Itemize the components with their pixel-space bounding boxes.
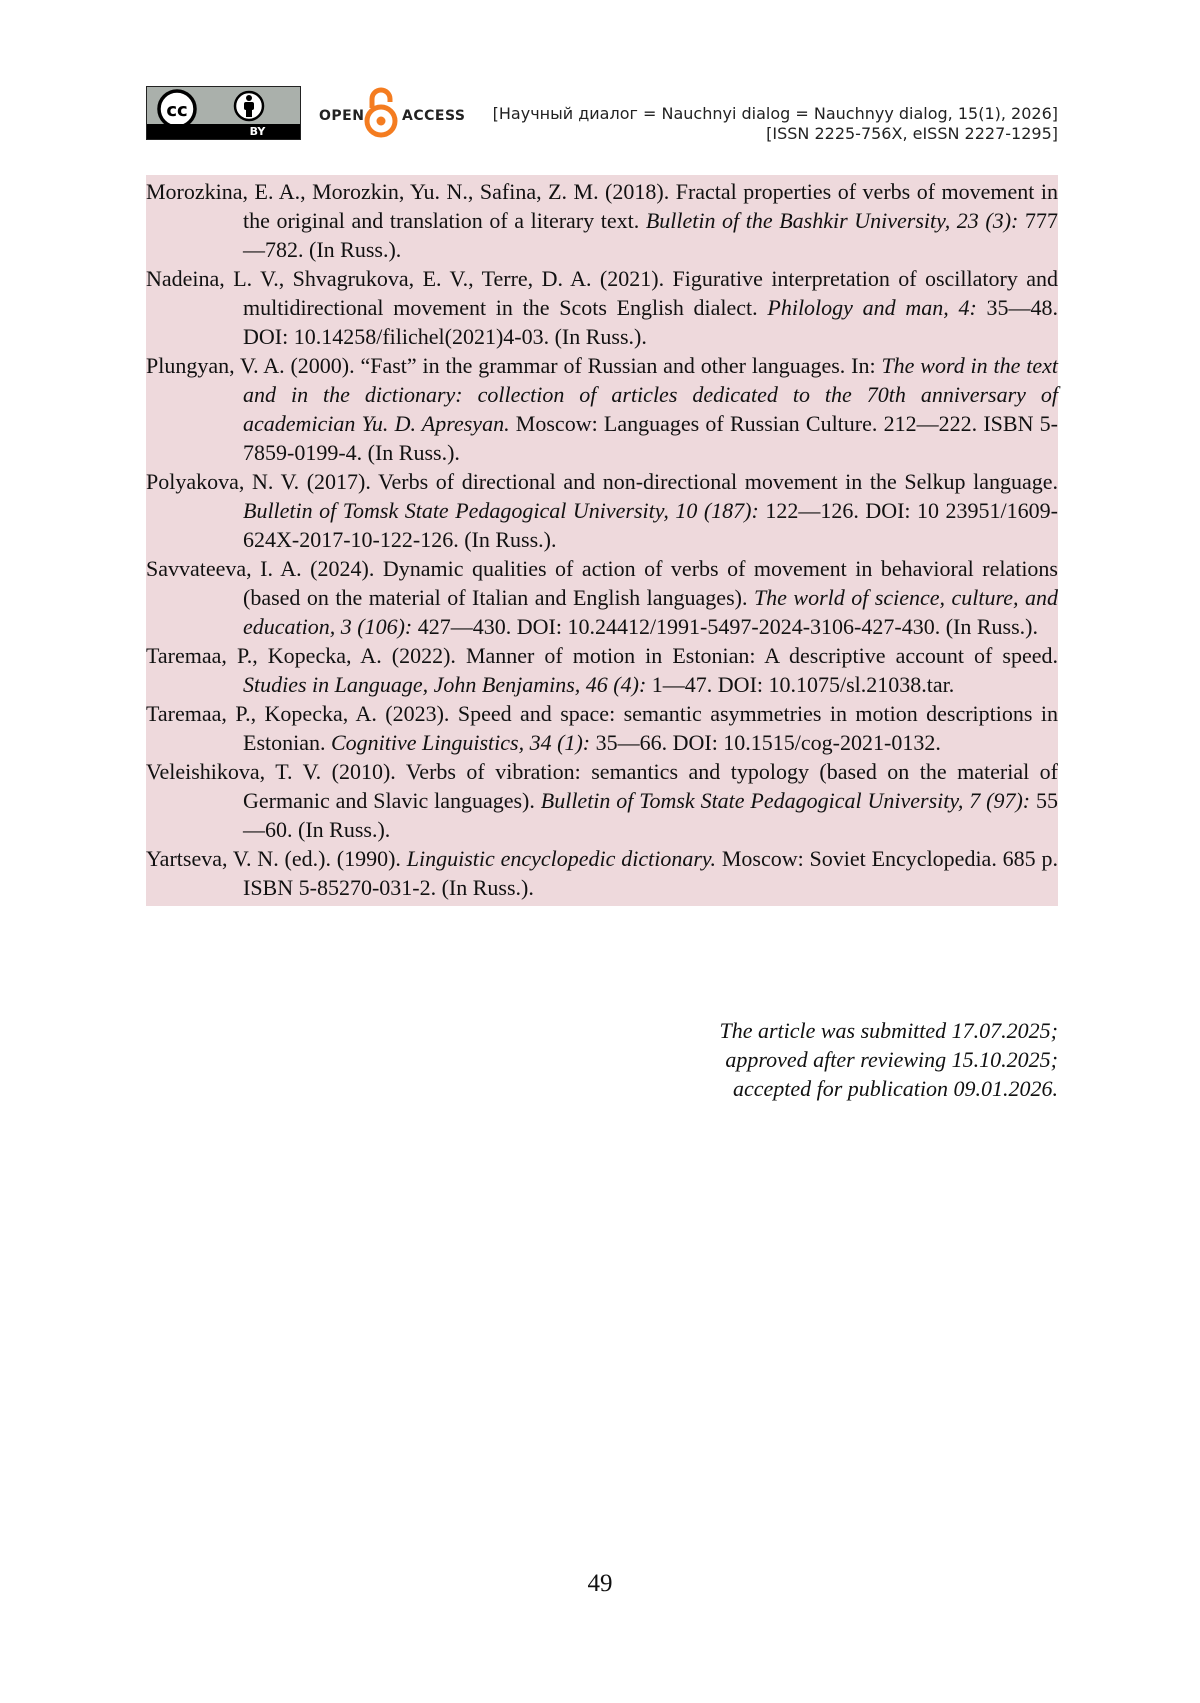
svg-text:cc: cc — [166, 100, 188, 121]
license-by-label: BY — [249, 125, 266, 138]
reference-item: Morozkina, E. A., Morozkin, Yu. N., Safina, Z. M. (2018). Fractal properties of verbs of movement in the original and translation of a literary text. Bulletin of the Bashkir University, 23 (3): 777—782. (In Russ.). — [146, 179, 1058, 262]
article-dates — [719, 1016, 1058, 1103]
reference-item: Savvateeva, I. A. (2024). Dynamic qualities of action of verbs of movement in behavioral relations (based on the material of Italian and English languages). The world of science, culture, and education, 3 (106): 427—430. DOI: 10.24412/1991-5497-2024-3106-427-430. (In Russ.). — [146, 556, 1058, 639]
attribution-person-icon — [229, 89, 269, 129]
reference-item: Polyakova, N. V. (2017). Verbs of directional and non-directional movement in the Selkup language. Bulletin of Tomsk State Pedagogical University, 10 (187): 122—126. DOI: 10 23951/1609-624X-2017-10-122-126. (In Russ.). — [146, 469, 1058, 552]
reference-item: Nadeina, L. V., Shvagrukova, E. V., Terre, D. A. (2021). Figurative interpretation of oscillatory and multidirectional movement in the Scots English dialect. Philology and man, 4: 35—48. DOI: 10.14258/filichel(2021)4-03. (In Russ.). — [146, 266, 1058, 349]
journal-citation: [Научный диалог = Nauchnyi dialog = Nauchnyy dialog, 15(1), 2026] — [492, 104, 1058, 123]
cc-by-license-badge[interactable] — [146, 86, 301, 140]
approved-date: approved after reviewing 15.10.2025; — [725, 1047, 1058, 1072]
reference-item: Taremaa, P., Kopecka, A. (2023). Speed and space: semantic asymmetries in motion descriptions in Estonian. Cognitive Linguistics, 34 (1): 35—66. DOI: 10.1515/cog-2021-0132. — [146, 701, 1058, 755]
reference-list — [146, 175, 1058, 906]
submitted-date: The article was submitted 17.07.2025; — [719, 1018, 1058, 1043]
issn-line: [ISSN 2225-756X, eISSN 2227-1295] — [766, 124, 1058, 143]
reference-item: Plungyan, V. A. (2000). “Fast” in the grammar of Russian and other languages. In: The word in the text and in the dictionary: collection of articles dedicated to the 70th anniversary of academician Yu. D. Apresyan. Moscow: Languages of Russian Culture. 212—222. ISBN 5-7859-0199-4. (In Russ.). — [146, 353, 1059, 465]
open-label: OPEN — [319, 108, 365, 124]
page-number: 49 — [587, 1570, 613, 1597]
accepted-date: accepted for publication 09.01.2026. — [732, 1076, 1058, 1101]
reference-item: Veleishikova, T. V. (2010). Verbs of vibration: semantics and typology (based on the material of Germanic and Slavic languages). Bulletin of Tomsk State Pedagogical University, 7 (97): 55—60. (In Russ.). — [146, 759, 1059, 842]
open-access-lock-icon — [364, 86, 398, 140]
creative-commons-icon — [150, 89, 210, 129]
access-label: ACCESS — [402, 108, 466, 124]
reference-item: Taremaa, P., Kopecka, A. (2022). Manner of motion in Estonian: A descriptive account of speed. Studies in Language, John Benjamins, 46 (4): 1—47. DOI: 10.1075/sl.21038.tar. — [146, 643, 1058, 697]
open-access-logo[interactable] — [319, 86, 469, 144]
page-header — [146, 86, 1058, 144]
reference-item: Yartseva, V. N. (ed.). (1990). Linguistic encyclopedic dictionary. Moscow: Soviet Encyclopedia. 685 p. ISBN 5-85270-031-2. (In Russ.). — [146, 846, 1058, 900]
